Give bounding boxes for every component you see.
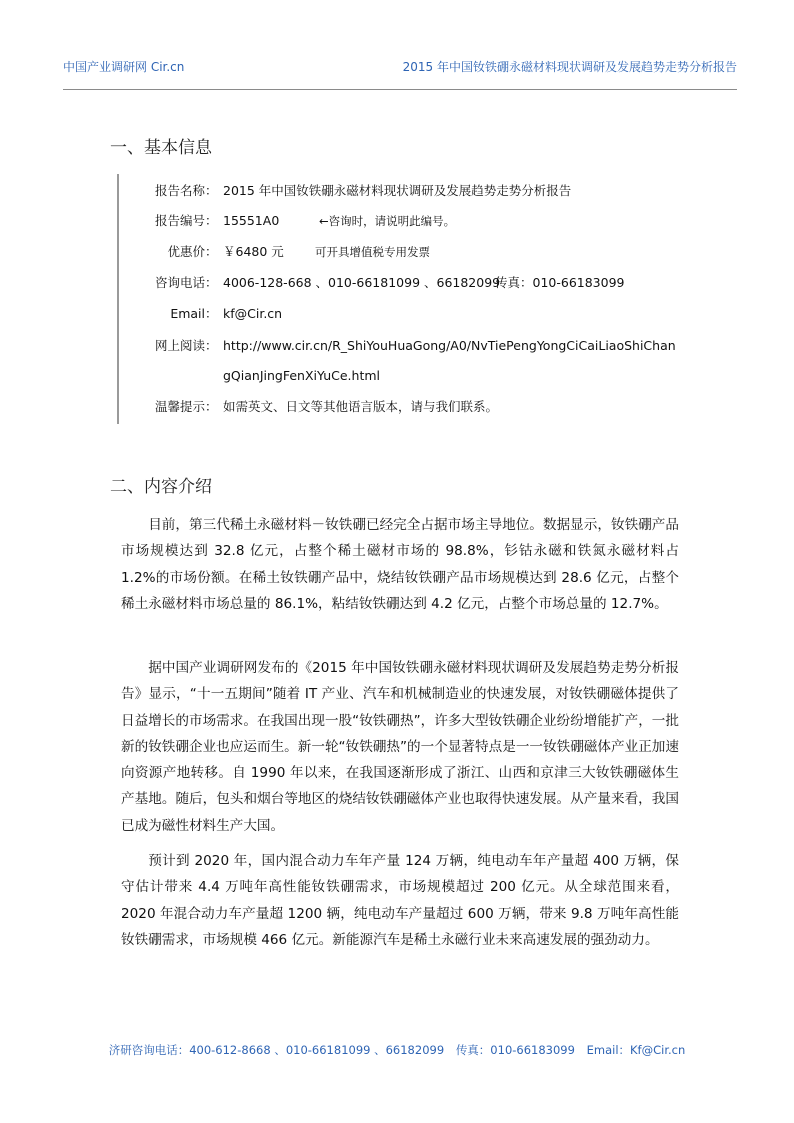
info-row-email: Email ： kf@Cir.cn <box>119 303 719 325</box>
content-paragraph-3: 预计到 2020 年，国内混合动力车年产量 124 万辆，纯电动车年产量超 400 万辆，保守估计带来 4.4 万吨年高性能钕铁硼需求，市场规模超过 200 亿元。从全球范围来看，2020 年混合动力车产量超 1200 辆，纯电动车产量超过 600 万辆，带来 9.8 万吨年高性能钕铁硼需求，市场规模 466 亿元。新能源汽车是稀土永磁行业未来高速发展的强劲动力。 <box>121 853 679 948</box>
phone-value: 4006-128-668 、010-66181099 、66182099 <box>223 275 501 290</box>
info-row-report-code: 报告编号 ： 15551A0 ←咨询时，请说明此编号。 <box>119 210 719 232</box>
report-name-label: 报告名称 <box>154 183 205 198</box>
info-row-price: 优惠价 ： ￥6480 元 可开具增值税专用发票 <box>119 241 719 263</box>
tip-label: 温馨提示 <box>154 399 205 414</box>
price-label: 优惠价 <box>167 244 205 259</box>
info-row-report-name: 报告名称 ： 2015 年中国钕铁硼永磁材料现状调研及发展趋势走势分析报告 <box>119 180 719 202</box>
info-row-tip: 温馨提示 ： 如需英文、日文等其他语言版本，请与我们联系。 <box>119 396 719 418</box>
page-footer <box>0 1042 794 1058</box>
price-value: ￥6480 元 <box>223 244 284 259</box>
section-title-content-intro: 二、内容介绍 <box>110 477 212 497</box>
email-label: Email <box>170 306 205 321</box>
report-name-value: 2015 年中国钕铁硼永磁材料现状调研及发展趋势走势分析报告 <box>223 183 572 198</box>
tip-value: 如需英文、日文等其他语言版本，请与我们联系。 <box>223 399 499 414</box>
report-code-value: 15551A0 <box>223 213 280 228</box>
section-title-basic-info: 一、基本信息 <box>110 138 212 158</box>
info-row-phone: 咨询电话 ： 4006-128-668 、010-66181099 、66182099 传真：010-66183099 <box>119 272 719 294</box>
info-row-url: 网上阅读 ： http://www.cir.cn/R_ShiYouHuaGong/A0/NvTiePengYongCiCaiLiaoShiChan <box>119 335 719 357</box>
footer-email[interactable]: Email：Kf@Cir.cn <box>586 1043 686 1057</box>
info-row-url-continued <box>119 365 719 387</box>
url-label: 网上阅读 <box>154 338 205 353</box>
basic-info-block <box>117 174 719 424</box>
site-name[interactable]: 中国产业调研网 Cir.cn <box>63 60 185 74</box>
footer-fax: 传真：010-66183099 <box>455 1043 575 1057</box>
content-paragraph-1: 目前，第三代稀土永磁材料－钕铁硼已经完全占据市场主导地位。数据显示，钕铁硼产品市场规模达到 32.8 亿元，占整个稀土磁材市场的 98.8%，钐钴永磁和铁氮永磁材料占 1.2%的市场份额。在稀土钕铁硼产品中，烧结钕铁硼产品市场规模达到 28.6 亿元，占整个稀土永磁材料市场总量的 86.1%，粘结钕铁硼达到 4.2 亿元，占整个市场总量的 12.7%。 <box>121 517 679 612</box>
footer-phone: 济研咨询电话：400-612-8668 、010-66181099 、66182099 <box>108 1043 445 1057</box>
report-header-title: 2015 年中国钕铁硼永磁材料现状调研及发展趋势走势分析报告 <box>402 60 737 74</box>
report-code-note: ←咨询时，请说明此编号。 <box>319 214 456 228</box>
price-note: 可开具增值税专用发票 <box>315 245 430 259</box>
content-paragraph-2: 据中国产业调研网发布的《2015 年中国钕铁硼永磁材料现状调研及发展趋势走势分析报告》显示，“十一五期间”随着 IT 产业、汽车和机械制造业的快速发展，对钕铁硼磁体提供了日益增长的市场需求。在我国出现一股“钕铁硼热”，许多大型钕铁硼企业纷纷增能扩产，一批新的钕铁硼企业也应运而生。新一轮“钕铁硼热”的一个显著特点是一一钕铁硼磁体产业正加速向资源产地转移。自 1990 年以来，在我国逐渐形成了浙江、山西和京津三大钕铁硼磁体生产基地。随后，包头和烟台等地区的烧结钕铁硼磁体产业也取得快速发展。从产量来看，我国已成为磁性材料生产大国。 <box>121 660 679 834</box>
url-link-line2[interactable]: gQianJingFenXiYuCe.html <box>223 368 380 383</box>
report-code-label: 报告编号 <box>154 213 205 228</box>
page-header <box>63 55 737 90</box>
fax-value: 传真：010-66183099 <box>495 275 625 290</box>
phone-label: 咨询电话 <box>154 275 205 290</box>
email-link[interactable]: kf@Cir.cn <box>223 306 283 321</box>
url-link-line1[interactable]: http://www.cir.cn/R_ShiYouHuaGong/A0/NvTiePengYongCiCaiLiaoShiChan <box>223 338 676 353</box>
